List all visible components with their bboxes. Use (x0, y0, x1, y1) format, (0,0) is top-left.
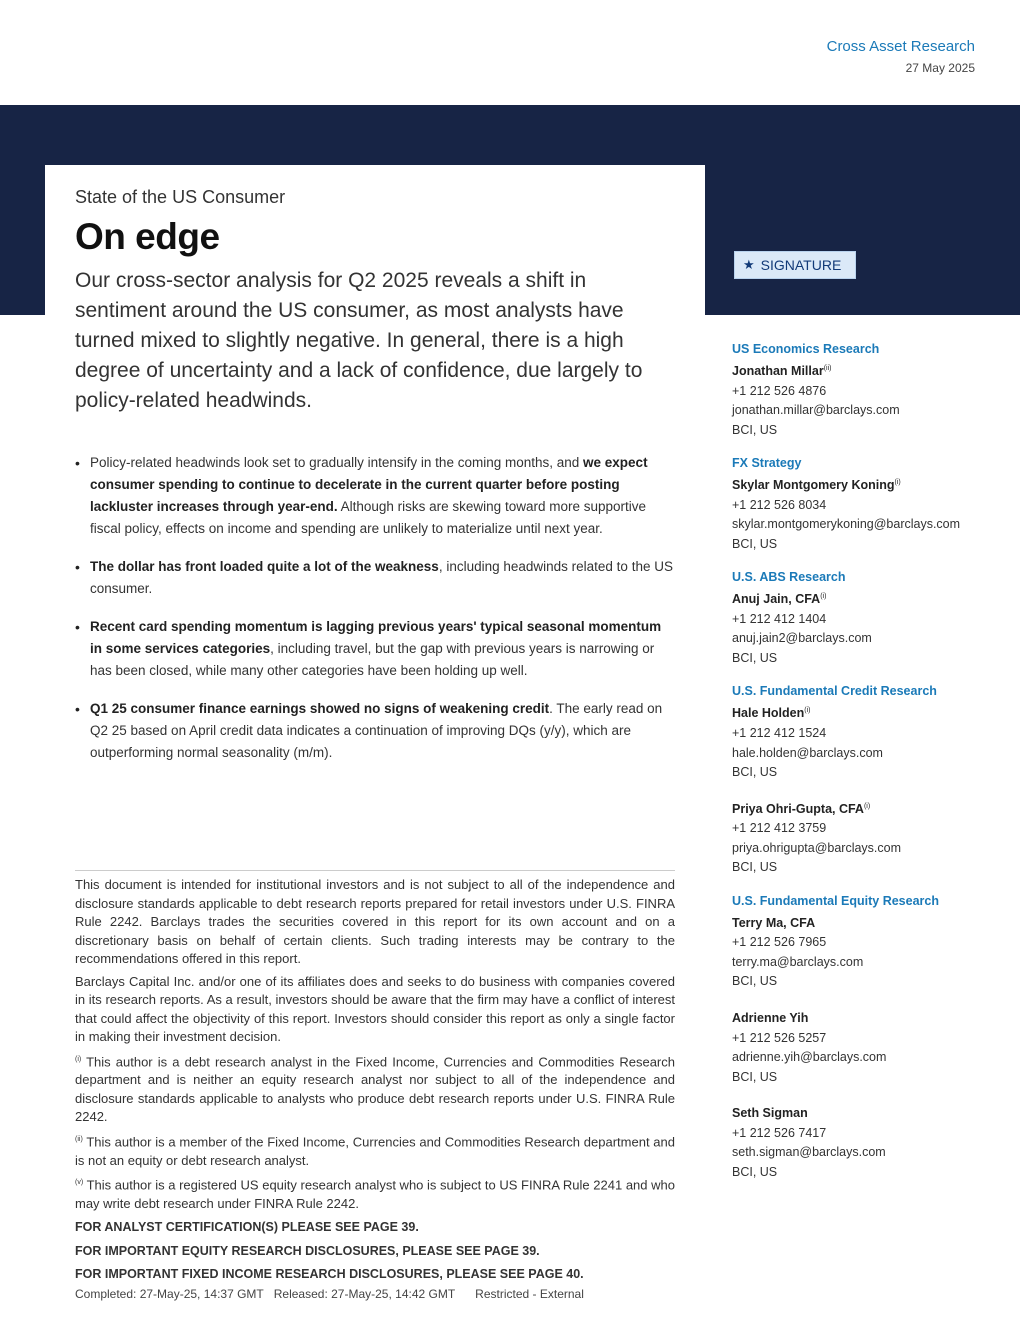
footnote-mark: (i) (75, 1055, 82, 1063)
contact-group (732, 340, 992, 440)
analyst-name: Jonathan Millar (732, 364, 824, 379)
footnote-mark: (ii) (75, 1135, 83, 1143)
analyst-card (732, 797, 992, 878)
analyst-name: Terry Ma, CFA (732, 915, 816, 930)
contact-group-title: U.S. ABS Research (732, 570, 846, 585)
bullet-icon: • (75, 559, 80, 575)
contact-group-title: US Economics Research (732, 342, 880, 356)
hero-card (45, 165, 705, 430)
analyst-card (732, 473, 992, 554)
footnote-mark: (i) (804, 707, 811, 715)
bullet-icon: • (75, 701, 80, 717)
footnote-mark: (i) (863, 802, 871, 810)
author-note-text: This author is a member of the Fixed Income, Currencies and Commodities Research department and is not an equity or debt research analyst. (75, 1134, 675, 1168)
analyst-email[interactable]: adrienne.yih@barclays.com (732, 1050, 887, 1065)
analyst-name: Hale Holden (732, 706, 805, 721)
analyst-phone: +1 212 412 3759 (732, 821, 827, 836)
contact-group (732, 568, 992, 668)
analyst-name: Priya Ohri-Gupta, CFA (732, 801, 864, 816)
analyst-name: Seth Sigman (732, 1106, 808, 1121)
analyst-contacts (732, 340, 992, 1196)
analyst-phone: +1 212 526 7965 (732, 935, 827, 950)
contact-group (732, 892, 992, 1182)
analyst-name: Skylar Montgomery Koning (732, 478, 895, 493)
report-timestamps (75, 1287, 675, 1301)
analyst-entity: BCI, US (732, 1164, 778, 1179)
analyst-phone: +1 212 412 1404 (732, 611, 827, 626)
released-time: Released: 27-May-25, 14:42 GMT (273, 1286, 456, 1301)
bullet-item (75, 452, 675, 540)
analyst-entity: BCI, US (732, 974, 778, 989)
page-header (0, 0, 1020, 105)
analyst-entity: BCI, US (732, 422, 778, 437)
analyst-entity: BCI, US (732, 860, 778, 875)
footnote-mark: (ii) (823, 365, 832, 372)
report-subtitle: State of the US Consumer (75, 187, 286, 207)
bullet-text: , including headwinds related to the US consumer. (90, 559, 673, 596)
analyst-email[interactable]: skylar.montgomerykoning@barclays.com (732, 517, 961, 532)
report-title: On edge (75, 216, 220, 257)
analyst-name: Adrienne Yih (732, 1011, 809, 1026)
star-icon: ★ (743, 257, 755, 272)
classification-label: Restricted - External (475, 1286, 584, 1301)
analyst-phone: +1 212 526 4876 (732, 383, 827, 398)
equity-disclosures-link[interactable]: FOR IMPORTANT EQUITY RESEARCH DISCLOSURES, PLEASE SEE PAGE 39. (75, 1243, 540, 1258)
analyst-email[interactable]: seth.sigman@barclays.com (732, 1145, 886, 1160)
disclaimer-paragraph: This document is intended for institutional investors and is not subject to all of the independence and disclosure standards applicable to debt research reports prepared for retail investors under U.S. FINRA Rule 2242. Barclays trades the securities covered in this report for its own account and on a discretionary basis on behalf of certain clients. Such trading interests may be contrary to the recommendations offered in this report. (75, 877, 675, 966)
analyst-phone: +1 212 526 7417 (732, 1125, 827, 1140)
fixed-income-disclosures-link[interactable]: FOR IMPORTANT FIXED INCOME RESEARCH DISCLOSURES, PLEASE SEE PAGE 40. (75, 1267, 584, 1282)
analyst-email[interactable]: jonathan.millar@barclays.com (732, 403, 900, 418)
analyst-email[interactable]: terry.ma@barclays.com (732, 954, 864, 969)
footnote-mark: (i) (894, 479, 901, 487)
contact-group (732, 454, 992, 554)
analyst-card (732, 701, 992, 782)
contact-group (732, 682, 992, 877)
analyst-entity: BCI, US (732, 765, 778, 780)
disclaimer (75, 870, 675, 1301)
bullet-item (75, 616, 675, 682)
author-note-text: This author is a debt research analyst in the Fixed Income, Currencies and Commodities Research department and is neither an equity research analyst nor subject to all of the independence and disclosure standards applicable to analysts who produce debt research reports under U.S. FINRA Rule 2242. (75, 1053, 675, 1125)
analyst-card (732, 1006, 992, 1087)
key-points (75, 452, 675, 780)
author-note (75, 1174, 675, 1213)
report-date: 27 May 2025 (905, 61, 975, 75)
author-note (75, 1051, 675, 1127)
analyst-email[interactable]: priya.ohrigupta@barclays.com (732, 840, 902, 855)
analyst-entity: BCI, US (732, 536, 778, 551)
bullet-text: . The early read on Q2 25 based on April credit data indicates a continuation of improving DQs (y/y), which are outperforming normal seasonality (m/m). (90, 701, 663, 760)
analyst-phone: +1 212 526 5257 (732, 1030, 827, 1045)
analyst-name: Anuj Jain, CFA (732, 592, 821, 607)
bullet-item (75, 556, 675, 600)
bullet-item (75, 698, 675, 764)
author-note-text: This author is a registered US equity research analyst who is subject to US FINRA Rule 2241 and who may write debt research under FINRA Rule 2242. (75, 1177, 675, 1211)
analyst-entity: BCI, US (732, 650, 778, 665)
footnote-mark: (v) (75, 1179, 84, 1187)
bullet-text: Policy-related headwinds look set to gradually intensify in the coming months, and (90, 455, 584, 470)
bullet-text: , including travel, but the gap with previous years is narrowing or has been closed, while many other categories have been holding up well. (90, 641, 655, 678)
analyst-card (732, 1101, 992, 1182)
analyst-card (732, 911, 992, 992)
analyst-phone: +1 212 526 8034 (732, 497, 827, 512)
analyst-phone: +1 212 412 1524 (732, 726, 827, 741)
bullet-icon: • (75, 619, 80, 635)
bullet-bold-text: The dollar has front loaded quite a lot of the weakness (90, 559, 439, 574)
certification-link[interactable]: FOR ANALYST CERTIFICATION(S) PLEASE SEE PAGE 39. (75, 1220, 419, 1235)
contact-group-title: U.S. Fundamental Equity Research (732, 893, 939, 908)
bullet-text: Although risks are skewing toward more supportive fiscal policy, effects on income and spending are unlikely to materialize until next year. (90, 499, 647, 536)
footnote-mark: (i) (820, 593, 827, 601)
bullet-icon: • (75, 455, 80, 471)
contact-group-title: U.S. Fundamental Credit Research (732, 684, 937, 699)
signature-badge (734, 251, 856, 279)
author-note (75, 1131, 675, 1170)
bullet-bold-text: we expect consumer spending to continue to decelerate in the current quarter before posting lackluster increases through year-end. (90, 455, 648, 514)
disclaimer-paragraph: Barclays Capital Inc. and/or one of its affiliates does and seeks to do business with companies covered in its research reports. As a result, investors should be aware that the firm may have a conflict of interest that could affect the objectivity of this report. Investors should consider this report as only a single factor in making their investment decision. (75, 973, 675, 1044)
analyst-email[interactable]: hale.holden@barclays.com (732, 745, 883, 760)
bullet-bold-text: Q1 25 consumer finance earnings showed no signs of weakening credit (90, 701, 550, 716)
signature-label: SIGNATURE (760, 257, 842, 273)
completed-time: Completed: 27-May-25, 14:37 GMT (75, 1286, 264, 1301)
report-series: Cross Asset Research (826, 38, 975, 55)
analyst-email[interactable]: anuj.jain2@barclays.com (732, 631, 872, 646)
report-lead: Our cross-sector analysis for Q2 2025 reveals a shift in sentiment around the US consumer, as most analysts have turned mixed to slightly negative. In general, there is a high degree of uncertainty and a lack of confidence, due largely to policy-related headwinds. (75, 269, 643, 412)
analyst-card (732, 587, 992, 668)
contact-group-title: FX Strategy (732, 456, 802, 471)
analyst-card (732, 359, 992, 440)
analyst-entity: BCI, US (732, 1069, 778, 1084)
bullet-bold-text: Recent card spending momentum is lagging previous years' typical seasonal momentum in some services categories (90, 619, 662, 656)
